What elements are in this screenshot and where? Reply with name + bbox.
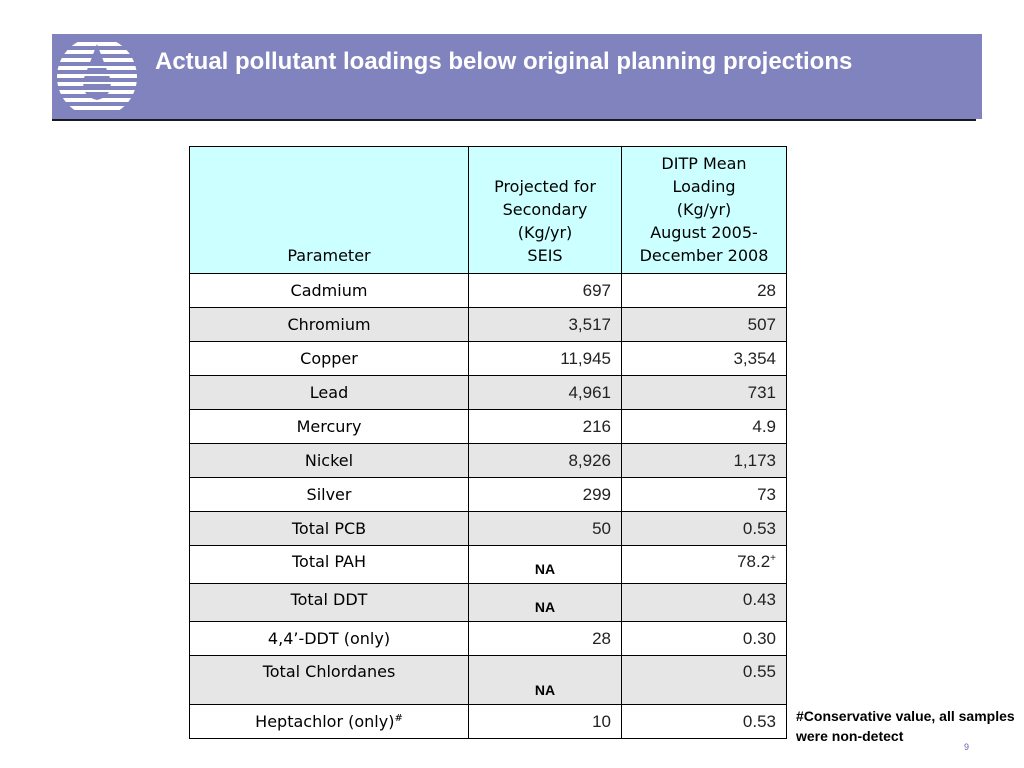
parameter-cell: Cadmium (190, 274, 469, 308)
table-row (190, 512, 787, 546)
parameter-name: Heptachlor (only) (255, 712, 395, 731)
projected-value-cell: 3,517 (469, 308, 622, 342)
projected-value-cell: 28 (469, 622, 622, 656)
parameter-cell: Chromium (190, 308, 469, 342)
projected-value-cell: NA (469, 656, 622, 705)
parameter-cell: Total PCB (190, 512, 469, 546)
parameter-cell: 4,4’-DDT (only) (190, 622, 469, 656)
ditp-value: 78.2 (737, 552, 771, 571)
table-row (190, 274, 787, 308)
ditp-value-cell: 507 (622, 308, 787, 342)
projected-value-cell: NA (469, 546, 622, 584)
parameter-cell: Copper (190, 342, 469, 376)
ditp-value-cell: 1,173 (622, 444, 787, 478)
table-row (190, 546, 787, 584)
water-drop-logo-icon (52, 36, 142, 118)
column-header-ditp-line: August 2005- (650, 223, 758, 242)
ditp-value-cell: 73 (622, 478, 787, 512)
ditp-value-cell: 28 (622, 274, 787, 308)
column-header-ditp-line: Loading (672, 177, 736, 196)
column-header-projected-line: (Kg/yr) (517, 223, 573, 242)
parameter-cell (190, 705, 469, 739)
page-number: 9 (964, 742, 970, 752)
footnote-marker: + (770, 553, 776, 564)
ditp-value-cell: 0.53 (622, 512, 787, 546)
ditp-value-cell: 4.9 (622, 410, 787, 444)
table-row (190, 308, 787, 342)
projected-value-cell: 4,961 (469, 376, 622, 410)
table-row (190, 410, 787, 444)
parameter-cell: Total DDT (190, 584, 469, 622)
column-header-projected-line: Secondary (502, 200, 588, 219)
ditp-value-cell: 731 (622, 376, 787, 410)
header-divider (52, 119, 976, 121)
projected-value-cell: 697 (469, 274, 622, 308)
projected-value-cell: 10 (469, 705, 622, 739)
column-header-ditp-line: (Kg/yr) (676, 200, 732, 219)
parameter-cell: Total Chlordanes (190, 656, 469, 705)
pollutant-loadings-table (189, 146, 787, 739)
column-header-ditp-line: December 2008 (639, 246, 769, 265)
ditp-value-cell: 0.53 (622, 705, 787, 739)
parameter-cell: Mercury (190, 410, 469, 444)
projected-value-cell: NA (469, 584, 622, 622)
column-header-projected-line: Projected for (494, 177, 596, 196)
projected-value-cell: 8,926 (469, 444, 622, 478)
parameter-cell: Lead (190, 376, 469, 410)
footnote: #Conservative value, all samples were non-detect (796, 708, 1015, 744)
table-row (190, 584, 787, 622)
table-row (190, 342, 787, 376)
ditp-value-cell: 0.30 (622, 622, 787, 656)
parameter-cell: Silver (190, 478, 469, 512)
ditp-value-cell: 3,354 (622, 342, 787, 376)
column-header-ditp-line: DITP Mean (661, 154, 747, 173)
table-row (190, 376, 787, 410)
column-header-ditp (622, 147, 787, 274)
projected-value-cell: 11,945 (469, 342, 622, 376)
parameter-cell: Total PAH (190, 546, 469, 584)
table-row (190, 705, 787, 739)
table-row (190, 656, 787, 705)
table-row (190, 622, 787, 656)
table-row (190, 444, 787, 478)
projected-value-cell: 216 (469, 410, 622, 444)
table-header-row (190, 147, 787, 274)
ditp-value-cell (622, 546, 787, 584)
footnote-marker: # (394, 713, 403, 724)
projected-value-cell: 50 (469, 512, 622, 546)
table-row (190, 478, 787, 512)
ditp-value-cell: 0.55 (622, 656, 787, 705)
parameter-cell: Nickel (190, 444, 469, 478)
ditp-value-cell: 0.43 (622, 584, 787, 622)
projected-value-cell: 299 (469, 478, 622, 512)
column-header-parameter: Parameter (190, 147, 469, 274)
column-header-projected-line: SEIS (527, 246, 563, 265)
column-header-projected (469, 147, 622, 274)
slide-title: Actual pollutant loadings below original planning projections (155, 48, 853, 75)
